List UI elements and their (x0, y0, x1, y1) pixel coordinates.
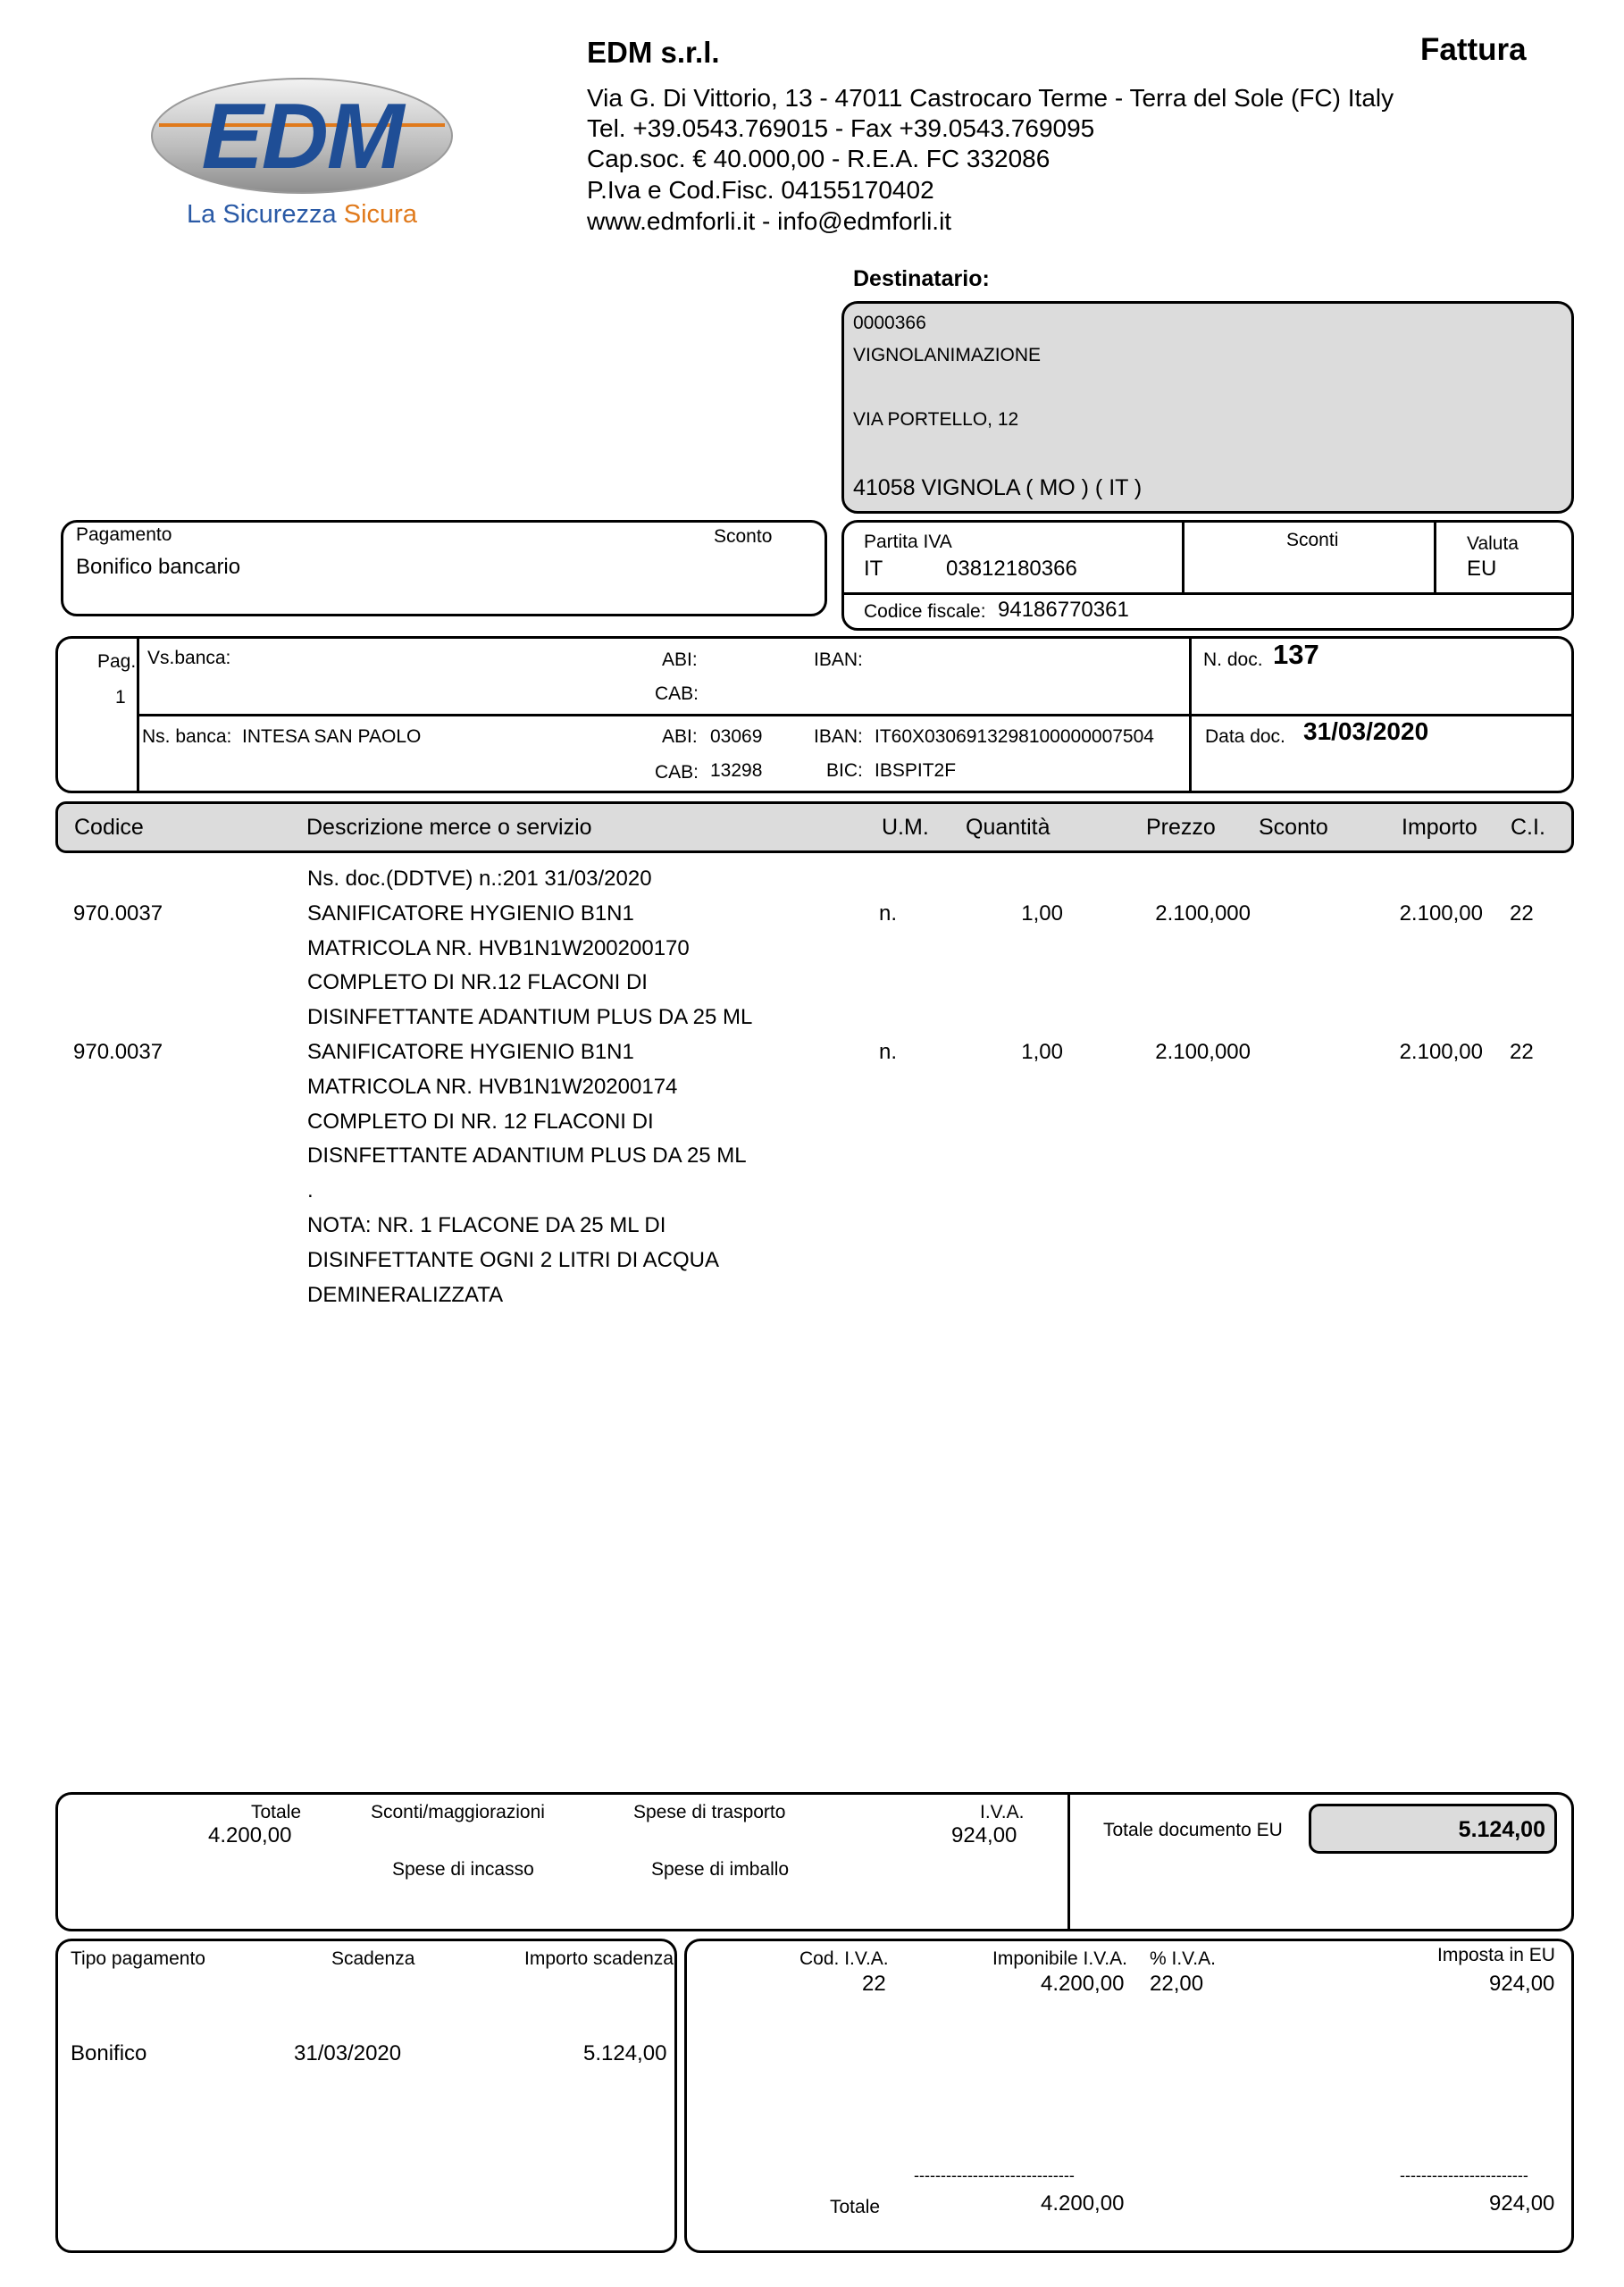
recipient-city: 41058 VIGNOLA ( MO ) ( IT ) (853, 475, 1143, 500)
schedule-amount: 5.124,00 (583, 2041, 667, 2065)
cell-desc: . (307, 1178, 314, 1203)
ns-abi-label: ABI: (662, 726, 698, 747)
vat-taxable: 4.200,00 (1041, 1972, 1125, 1996)
col-qty-header: Quantità (966, 815, 1051, 840)
cell-desc: MATRICOLA NR. HVB1N1W20200174 (307, 1074, 678, 1099)
recipient-heading: Destinatario: (853, 266, 990, 291)
col-code-header: Codice (74, 815, 144, 840)
logo-tagline (150, 200, 454, 230)
cell-desc: DISINFETTANTE ADANTIUM PLUS DA 25 ML (307, 1005, 753, 1030)
cell-desc: DEMINERALIZZATA (307, 1282, 504, 1307)
cell-desc: COMPLETO DI NR. 12 FLACONI DI (307, 1109, 654, 1134)
col-discount-header: Sconto (1259, 815, 1328, 840)
col-ci-header: C.I. (1511, 815, 1545, 840)
table-row (0, 1106, 1624, 1141)
table-row (0, 863, 1624, 898)
schedule-due-label: Scadenza (331, 1948, 415, 1969)
ns-iban-label: IBAN: (814, 726, 863, 747)
payment-value: Bonifico bancario (76, 555, 241, 579)
company-vat: P.Iva e Cod.Fisc. 04155170402 (587, 176, 934, 204)
vat-tax-label: Imposta in EU (1437, 1945, 1555, 1965)
schedule-amount-label: Importo scadenza (524, 1948, 674, 1969)
tax-box (841, 520, 1574, 631)
table-row (0, 1001, 1624, 1036)
totals-box (55, 1792, 1574, 1931)
cell-desc: DISINFETTANTE OGNI 2 LITRI DI ACQUA (307, 1247, 719, 1272)
table-row (0, 1244, 1624, 1279)
vat-code-label: Cod. I.V.A. (799, 1948, 889, 1969)
recipient-code: 0000366 (853, 313, 926, 333)
shipping-label: Spese di trasporto (633, 1802, 786, 1822)
bank-box (55, 636, 1574, 793)
vs-iban-label: IBAN: (814, 649, 863, 670)
cell-code: 970.0037 (73, 1040, 163, 1064)
vat-taxable-label: Imponibile I.V.A. (992, 1948, 1127, 1969)
doc-date-label: Data doc. (1205, 726, 1285, 747)
vat-pct: 22,00 (1150, 1972, 1204, 1996)
bank-divider-h (137, 714, 1571, 716)
col-amount-header: Importo (1402, 815, 1478, 840)
vat-dash-1: ------------------------------ (914, 2166, 1075, 2184)
schedule-box (55, 1939, 677, 2253)
table-row (0, 1140, 1624, 1175)
cell-price: 2.100,000 (1155, 901, 1251, 926)
table-row (0, 898, 1624, 933)
cell-desc: COMPLETO DI NR.12 FLACONI DI (307, 970, 648, 995)
recipient-street: VIA PORTELLO, 12 (853, 409, 1019, 430)
piva-value: 03812180366 (946, 557, 1077, 581)
ns-bic-value: IBSPIT2F (875, 760, 957, 781)
cell-desc: DISNFETTANTE ADANTIUM PLUS DA 25 ML (307, 1144, 747, 1169)
ns-cab-label: CAB: (655, 762, 699, 783)
ns-bank-value: INTESA SAN PAOLO (242, 726, 422, 747)
piva-label: Partita IVA (864, 532, 952, 552)
cell-um: n. (879, 1040, 898, 1064)
logo-text: EDM (201, 85, 403, 188)
table-row (0, 1175, 1624, 1210)
vat-dash-2: ------------------------ (1400, 2166, 1528, 2184)
vat-code: 22 (862, 1972, 886, 1996)
total-label: Totale (251, 1802, 302, 1822)
page-number: 1 (115, 687, 126, 708)
discounts-label: Sconti (1286, 530, 1339, 550)
vat-total-taxable: 4.200,00 (1041, 2191, 1125, 2216)
collection-label: Spese di incasso (392, 1859, 534, 1880)
payment-discount-label: Sconto (714, 526, 773, 547)
iva-label: I.V.A. (980, 1802, 1025, 1822)
vat-total-label: Totale (830, 2197, 881, 2217)
doc-total-value: 5.124,00 (1458, 1817, 1545, 1842)
recipient-name: VIGNOLANIMAZIONE (853, 345, 1042, 365)
cell-qty: 1,00 (1021, 901, 1063, 926)
payment-box (61, 520, 827, 616)
tax-divider-1 (1182, 523, 1185, 592)
recipient-box (841, 301, 1574, 514)
logo-tagline-part2: Sicura (343, 200, 417, 229)
doc-number-label: N. doc. (1203, 649, 1263, 670)
cell-desc: SANIFICATORE HYGIENIO B1N1 (307, 1040, 634, 1064)
col-price-header: Prezzo (1146, 815, 1216, 840)
currency-label: Valuta (1467, 533, 1519, 554)
doc-total-label: Totale documento EU (1103, 1820, 1283, 1840)
packing-label: Spese di imballo (651, 1859, 790, 1880)
schedule-type: Bonifico (71, 2041, 147, 2065)
company-web: www.edmforli.it - info@edmforli.it (587, 207, 952, 235)
cell-desc: Ns. doc.(DDTVE) n.:201 31/03/2020 (307, 867, 652, 891)
table-row (0, 933, 1624, 968)
tax-divider-2 (1434, 523, 1436, 592)
cell-amount: 2.100,00 (1399, 1040, 1483, 1064)
vs-cab-label: CAB: (655, 683, 699, 704)
currency-value: EU (1467, 557, 1497, 581)
doc-date: 31/03/2020 (1303, 717, 1429, 745)
cell-amount: 2.100,00 (1399, 901, 1483, 926)
col-desc-header: Descrizione merce o servizio (306, 815, 592, 840)
company-phones: Tel. +39.0543.769015 - Fax +39.0543.769095 (587, 114, 1095, 142)
vat-total-tax: 924,00 (1489, 2191, 1555, 2216)
ns-iban-value: IT60X0306913298100000007504 (875, 726, 1154, 747)
payment-label: Pagamento (76, 524, 172, 545)
cell-ci: 22 (1510, 901, 1534, 926)
table-row (0, 1210, 1624, 1244)
document-type: Fattura (1420, 32, 1527, 67)
page-label: Pag. (97, 651, 137, 672)
piva-country: IT (864, 557, 883, 581)
vs-abi-label: ABI: (662, 649, 698, 670)
ns-cab-value: 13298 (710, 760, 763, 781)
cell-um: n. (879, 901, 898, 926)
schedule-due: 31/03/2020 (294, 2041, 402, 2065)
table-row (0, 1279, 1624, 1314)
company-capital: Cap.soc. € 40.000,00 - R.E.A. FC 332086 (587, 145, 1051, 172)
cell-ci: 22 (1510, 1040, 1534, 1064)
discounts-extra-label: Sconti/maggiorazioni (371, 1802, 545, 1822)
items-table-body (0, 863, 1624, 1328)
iva-value: 924,00 (951, 1823, 1017, 1847)
cell-desc: MATRICOLA NR. HVB1N1W200200170 (307, 935, 690, 960)
total-value: 4.200,00 (208, 1823, 292, 1847)
doc-number: 137 (1273, 639, 1319, 670)
cell-qty: 1,00 (1021, 1040, 1063, 1064)
table-row (0, 1071, 1624, 1106)
cell-desc: SANIFICATORE HYGIENIO B1N1 (307, 901, 634, 926)
totals-divider (1067, 1795, 1070, 1929)
vat-pct-label: % I.V.A. (1150, 1948, 1216, 1969)
ns-abi-value: 03069 (710, 726, 763, 747)
company-logo (150, 75, 454, 231)
col-um-header: U.M. (882, 815, 929, 840)
logo-tagline-part1: La Sicurezza (187, 200, 344, 229)
vat-summary-box (684, 1939, 1574, 2253)
cell-code: 970.0037 (73, 901, 163, 926)
vs-bank-label: Vs.banca: (147, 648, 231, 668)
company-name: EDM s.r.l. (587, 36, 720, 69)
cell-desc: NOTA: NR. 1 FLACONE DA 25 ML DI (307, 1213, 666, 1237)
doc-total-box (1309, 1804, 1557, 1854)
items-table-header (55, 801, 1574, 853)
vat-tax: 924,00 (1489, 1972, 1555, 1996)
schedule-type-label: Tipo pagamento (71, 1948, 205, 1969)
company-address: Via G. Di Vittorio, 13 - 47011 Castrocaro Terme - Terra del Sole (FC) Italy (587, 84, 1394, 112)
cf-value: 94186770361 (998, 598, 1129, 622)
ns-bic-label: BIC: (826, 760, 863, 781)
table-row (0, 967, 1624, 1001)
ns-bank-label: Ns. banca: (142, 726, 232, 747)
table-row (0, 1036, 1624, 1071)
tax-divider-h (844, 592, 1571, 595)
cell-price: 2.100,000 (1155, 1040, 1251, 1064)
cf-label: Codice fiscale: (864, 601, 986, 622)
